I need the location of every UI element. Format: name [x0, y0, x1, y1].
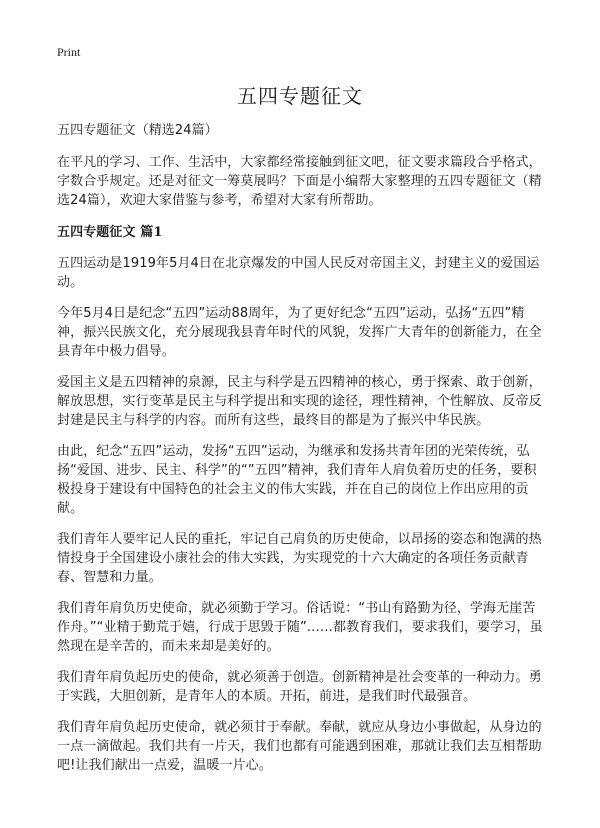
- paragraph: 我们青年肩负起历史使命，就必须甘于奉献。奉献，就应从身边小事做起，从身边的一点一滴做起。我们共有一片天，我们也都有可能遇到困难，那就让我们去互相帮助吧!让我们献出一点爱，温暖一片心。: [57, 720, 542, 773]
- paragraph: 我们青年肩负起历史的使命，就必须善于创造。创新精神是社会变革的一种动力。勇于实践，大胆创新，是青年人的本质。开拓，前进，是我们时代最强音。: [57, 670, 542, 704]
- paragraph: 五四运动是1919年5月4日在北京爆发的中国人民反对帝国主义，封建主义的爱国运动。: [57, 256, 540, 290]
- page-title: 五四专题征文: [237, 84, 363, 108]
- article-subtitle: 五四专题征文（精选24篇）: [57, 123, 218, 138]
- paragraph: 我们青年肩负历史使命，就必须勤于学习。俗话说：“书山有路勤为径，学海无崖苦作舟。”“业精于勤荒于嬉，行成于思毁于随”……都教育我们，要求我们，要学习，虽然现在是辛苦的，而未来却是美好的。: [57, 601, 543, 654]
- article-body: [57, 121, 547, 787]
- paragraph: 今年5月4日是纪念“五四”运动88周年，为了更好纪念“五四”运动，弘扬“五四”精神，振兴民族文化，充分展现我县青年时代的风貌，发挥广大青年的创新能力，在全县青年中极力倡导。: [57, 306, 542, 359]
- section-heading: 五四专题征文 篇1: [57, 225, 163, 240]
- intro-paragraph: 在平凡的学习、工作、生活中，大家都经常接触到征文吧，征文要求篇段合乎格式，字数合乎规定。还是对征文一筹莫展吗？下面是小编帮大家整理的五四专题征文（精选24篇），欢迎大家借鉴与参考，希望对大家有所帮助。: [57, 155, 542, 208]
- print-link[interactable]: Print: [57, 45, 81, 59]
- paragraph: 由此，纪念“五四”运动，发扬“五四”运动，为继承和发扬共青年团的光荣传统，弘扬“爱国、进步、民主、科学”的“”五四”精神，我们青年人肩负着历史的任务，要积极投身于建设有中国特色的社会主义的伟大实践，并在自己的岗位上作出应用的贡献。: [57, 444, 537, 516]
- paragraph: 我们青年人要牢记人民的重托，牢记自己肩负的历史使命，以昂扬的姿态和饱满的热情投身于全国建设小康社会的伟大实践，为实现党的十六大确定的各项任务贡献青春、智慧和力量。: [57, 532, 542, 585]
- paragraph: 爱国主义是五四精神的泉源，民主与科学是五四精神的核心，勇于探索、敢于创新，解放思想，实行变革是民主与科学提出和实现的途径，理性精神，个性解放、反帝反封建是民主与科学的内容。而所有这些，最终目的都是为了振兴中华民族。: [57, 375, 542, 428]
